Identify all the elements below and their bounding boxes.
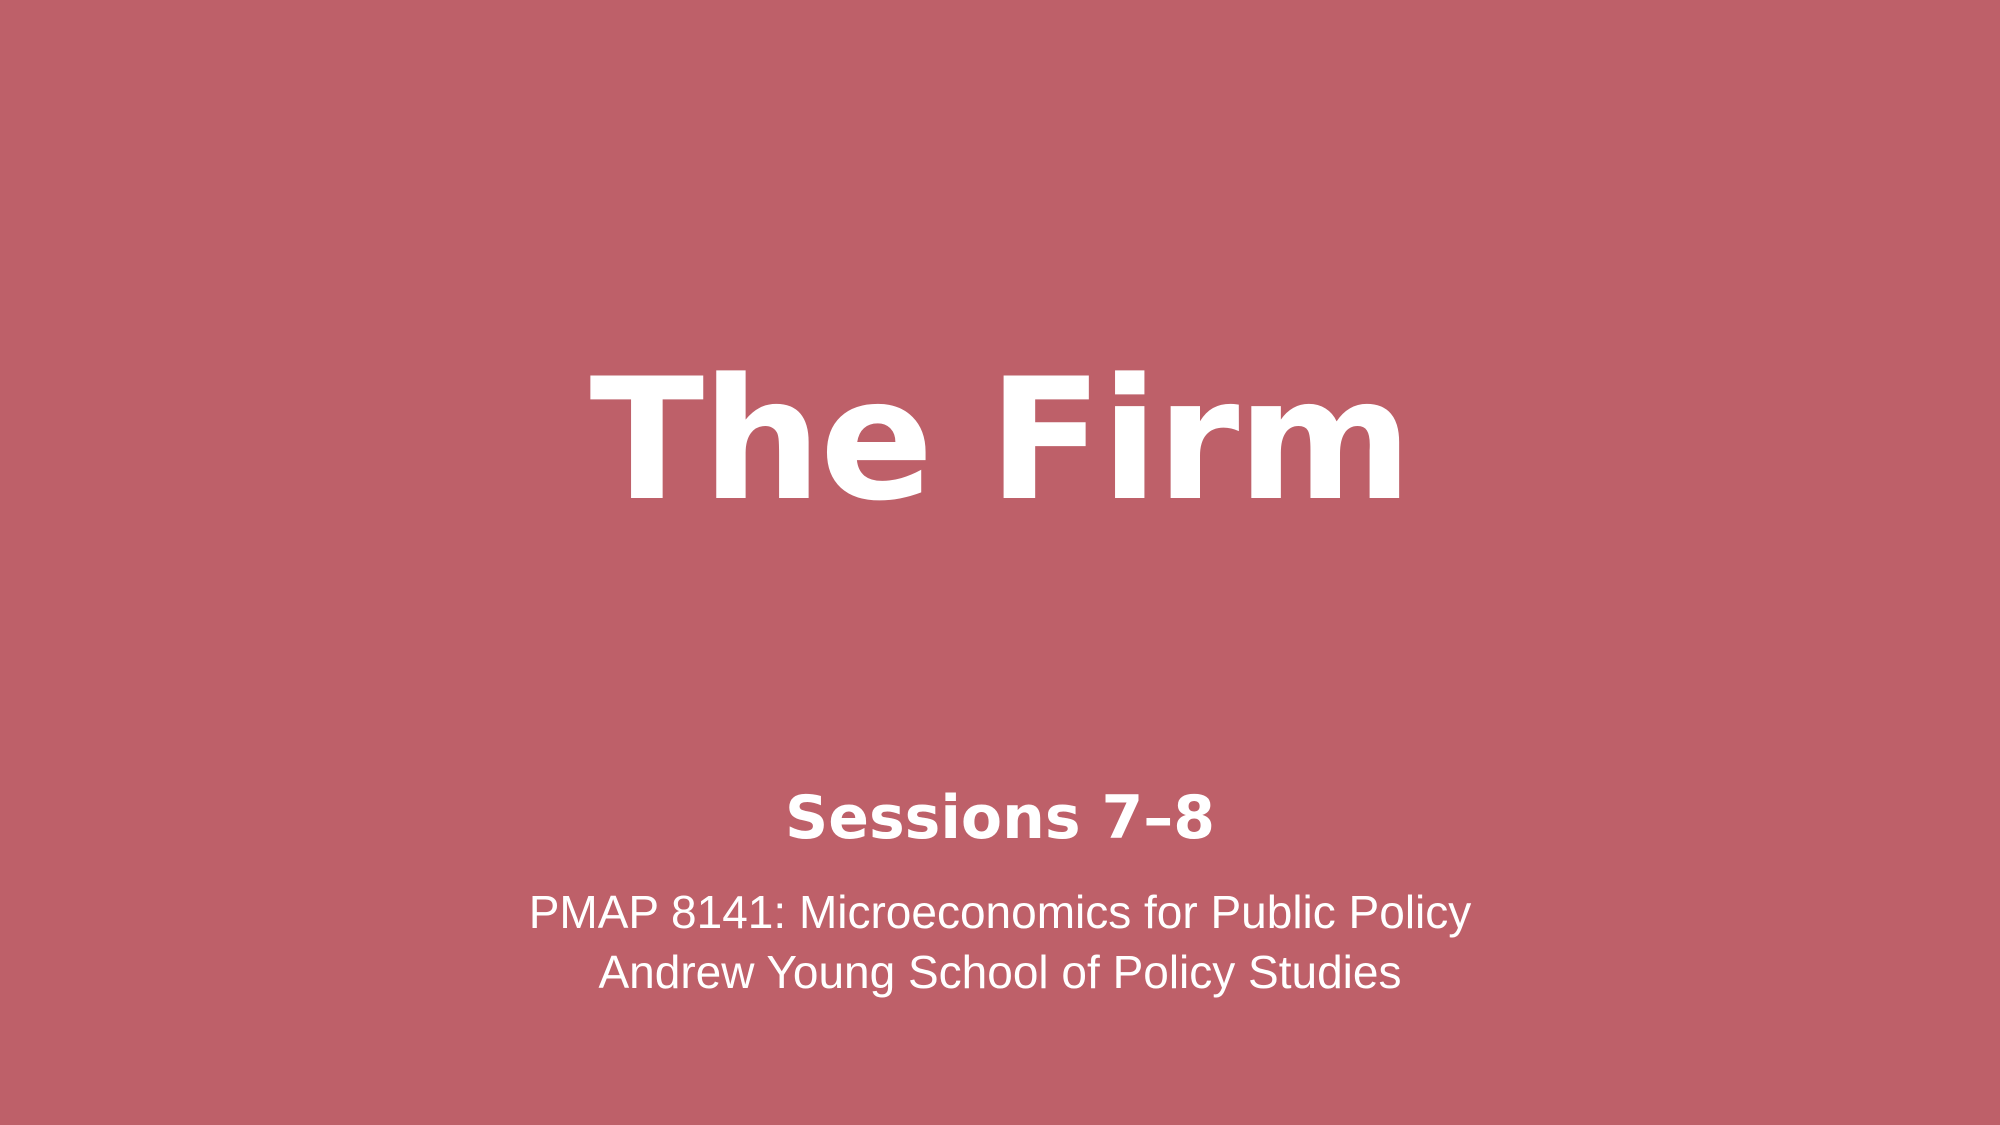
course-name: PMAP 8141: Microeconomics for Public Policy [528, 886, 1472, 938]
slide-title: The Firm [589, 342, 1411, 538]
school-name: Andrew Young School of Policy Studies [598, 946, 1402, 998]
course-info [0, 882, 2000, 1002]
sessions-subtitle: Sessions 7–8 [785, 783, 1215, 853]
